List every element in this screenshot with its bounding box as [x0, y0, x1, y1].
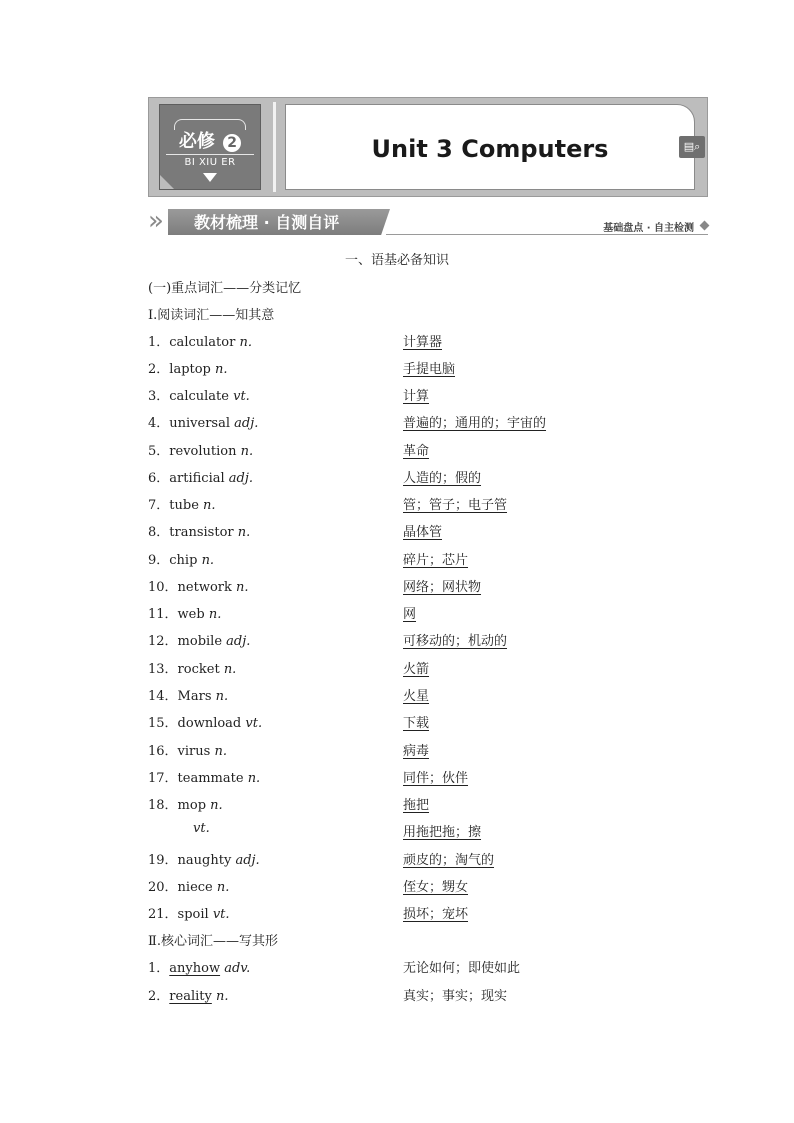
part-of-speech: n. [247, 771, 261, 786]
english-word: laptop [169, 362, 211, 377]
vocab-entry [148, 576, 249, 595]
part-of-speech: n. [210, 798, 223, 813]
vocab-entry [148, 358, 228, 377]
english-word: tube [169, 498, 199, 513]
chinese-meaning: 晶体管 [403, 525, 443, 540]
vocab-row [148, 603, 708, 623]
vocab-entry [148, 712, 262, 731]
vocab-entry [148, 685, 228, 704]
part-of-speech: n. [214, 744, 227, 759]
part-of-speech: n. [208, 607, 222, 622]
part-of-speech: vt. [193, 821, 210, 836]
section-label: 教材梳理 · 自测自评 [194, 213, 340, 232]
page-heading: 一、语基必备知识 [344, 253, 449, 268]
book-search-icon: ▤⌕ [679, 136, 705, 158]
textbook-badge [159, 104, 261, 190]
section-bar [148, 207, 708, 237]
vocab-entry [148, 494, 216, 513]
item-number: 5． [148, 444, 170, 459]
badge-arrow-line [166, 154, 254, 155]
item-number: 2． [148, 362, 170, 377]
item-number: 14． [148, 689, 178, 704]
vocab-row [148, 849, 708, 869]
vocab-row [148, 685, 708, 705]
down-triangle-icon [203, 173, 217, 182]
vocab-row [148, 576, 708, 596]
chinese-meaning: 顽皮的；淘气的 [403, 853, 495, 868]
english-word: chip [169, 553, 198, 568]
banner-divider [273, 102, 276, 192]
vocab-entry [148, 658, 236, 677]
badge-title [160, 127, 260, 153]
vocab-row [148, 331, 708, 351]
item-number: 18． [148, 798, 178, 813]
english-word: download [177, 716, 242, 731]
badge-number: 2 [223, 134, 241, 152]
chinese-meaning: 侄女；甥女 [403, 880, 469, 895]
item-number: 19． [148, 853, 178, 868]
item-number: 15． [148, 716, 178, 731]
part-of-speech: adj. [226, 634, 251, 649]
item-number: 21． [148, 907, 178, 922]
english-word: calculator [169, 335, 236, 350]
english-word: anyhow [169, 961, 221, 976]
item-number: 1． [148, 961, 170, 976]
english-word: mop [177, 798, 207, 813]
vocab-entry [148, 957, 250, 976]
item-number: 7． [148, 498, 170, 513]
part-of-speech: n. [215, 989, 229, 1004]
unit-title-box [285, 104, 695, 190]
part-of-speech: n. [216, 880, 230, 895]
vocab-row [148, 440, 708, 460]
vocab-entry [148, 440, 253, 459]
chinese-meaning: 真实；事实；现实 [403, 989, 508, 1004]
english-word: teammate [177, 771, 244, 786]
part-of-speech: adj. [234, 416, 259, 431]
english-word: universal [169, 416, 231, 431]
vocab-entry [148, 767, 260, 786]
part-of-speech: vt. [212, 907, 230, 922]
english-word: virus [177, 744, 211, 759]
item-number: 6． [148, 471, 170, 486]
section-title-core: Ⅱ.核心词汇——写其形 [148, 934, 278, 949]
item-number: 9． [148, 553, 170, 568]
section-right-caption: 基础盘点 · 自主检测 [603, 223, 694, 234]
chinese-meaning: 无论如何；即使如此 [403, 961, 521, 976]
vocab-row [148, 385, 708, 405]
part-of-speech: n. [223, 662, 237, 677]
chinese-meaning: 可移动的；机动的 [403, 634, 508, 649]
unit-banner [148, 97, 708, 197]
vocab-row [148, 740, 708, 760]
vocab-entry [148, 521, 250, 540]
english-word: niece [177, 880, 213, 895]
vocab-entry [148, 794, 223, 813]
part-of-speech: n. [201, 553, 215, 568]
vocab-row [148, 494, 708, 514]
english-word: calculate [169, 389, 229, 404]
chinese-meaning: 火星 [403, 689, 430, 704]
item-number: 1． [148, 335, 170, 350]
vocab-entry [148, 630, 250, 649]
vocab-row [148, 358, 708, 378]
vocab-row [148, 876, 708, 896]
item-number: 12． [148, 634, 178, 649]
english-word: Mars [177, 689, 212, 704]
part-of-speech: adv. [224, 961, 251, 976]
item-number: 10． [148, 580, 178, 595]
chinese-meaning: 计算 [403, 389, 430, 404]
part-of-speech: n. [237, 525, 251, 540]
chinese-meaning: 下载 [403, 716, 430, 731]
badge-title-text: 必修 [178, 131, 215, 152]
english-word: reality [169, 989, 212, 1004]
vocab-row [148, 957, 708, 977]
part-title: (一)重点词汇——分类记忆 [148, 281, 302, 296]
chinese-meaning: 普遍的；通用的；宇宙的 [403, 416, 547, 431]
vocab-entry [148, 603, 221, 622]
english-word: transistor [169, 525, 234, 540]
chinese-meaning: 革命 [403, 444, 430, 459]
vocab-row [148, 549, 708, 569]
vocab-entry [148, 740, 227, 759]
part-of-speech: n. [215, 362, 228, 377]
vocab-row [148, 985, 708, 1005]
item-number: 16． [148, 744, 178, 759]
badge-subtitle: BI XIU ER [184, 157, 236, 168]
part-of-speech: vt. [233, 389, 250, 404]
item-number: 8． [148, 525, 170, 540]
item-number: 2． [148, 989, 170, 1004]
chinese-meaning: 管；管子；电子管 [403, 498, 508, 513]
vocab-entry [148, 331, 261, 350]
vocab-entry [148, 903, 230, 922]
item-number: 20． [148, 880, 178, 895]
english-word: spoil [177, 907, 209, 922]
part-of-speech: n． [239, 335, 261, 350]
vocab-row [148, 794, 708, 814]
item-number: 11． [148, 607, 178, 622]
item-number: 3． [148, 389, 170, 404]
vocab-entry [148, 985, 228, 1004]
english-word: naughty [177, 853, 232, 868]
vocab-row [148, 903, 708, 923]
chinese-meaning: 网 [403, 607, 417, 622]
vocab-row [148, 630, 708, 650]
english-word: revolution [169, 444, 237, 459]
chinese-meaning: 碎片；芯片 [403, 553, 469, 568]
item-number: 17． [148, 771, 178, 786]
part-of-speech: adj. [228, 471, 254, 486]
chinese-meaning: 拖把 [403, 798, 430, 813]
page-fold-corner [160, 175, 174, 189]
vocab-entry [148, 412, 258, 431]
vocab-row [148, 712, 708, 732]
vocab-entry [148, 549, 214, 568]
vocab-entry [148, 876, 229, 895]
part-of-speech: n. [203, 498, 216, 513]
vocab-entry [148, 467, 253, 486]
double-chevron-icon: » [148, 206, 164, 236]
chinese-meaning: 用拖把拖；擦 [403, 825, 482, 840]
english-word: web [177, 607, 205, 622]
chinese-meaning: 手提电脑 [403, 362, 456, 377]
part-of-speech: n. [236, 580, 249, 595]
part-of-speech: n. [215, 689, 229, 704]
vocab-entry [148, 849, 260, 868]
vocab-row [148, 521, 708, 541]
section-title-reading: Ⅰ.阅读词汇——知其意 [148, 308, 275, 323]
item-number: 4． [148, 416, 170, 431]
chinese-meaning: 网络；网状物 [403, 580, 482, 595]
unit-title: Unit 3 Computers [371, 135, 609, 163]
english-word: rocket [177, 662, 220, 677]
part-of-speech: n. [240, 444, 254, 459]
chinese-meaning: 病毒 [403, 744, 430, 759]
chinese-meaning: 同伴；伙伴 [403, 771, 469, 786]
vocab-entry [193, 821, 210, 836]
vocab-row [148, 467, 708, 487]
chinese-meaning: 计算器 [403, 335, 443, 350]
english-word: network [177, 580, 232, 595]
chinese-meaning: 火箭 [403, 662, 430, 677]
vocab-row [148, 821, 708, 841]
chinese-meaning: 人造的；假的 [403, 471, 482, 486]
item-number: 13． [148, 662, 178, 677]
diamond-icon [700, 221, 710, 231]
english-word: mobile [177, 634, 223, 649]
part-of-speech: adj. [235, 853, 260, 868]
part-of-speech: vt. [245, 716, 263, 731]
vocab-entry [148, 385, 250, 404]
english-word: artificial [169, 471, 225, 486]
vocab-row [148, 767, 708, 787]
section-underline [386, 234, 708, 235]
chinese-meaning: 损坏；宠坏 [403, 907, 469, 922]
vocab-row [148, 412, 708, 432]
vocab-row [148, 658, 708, 678]
